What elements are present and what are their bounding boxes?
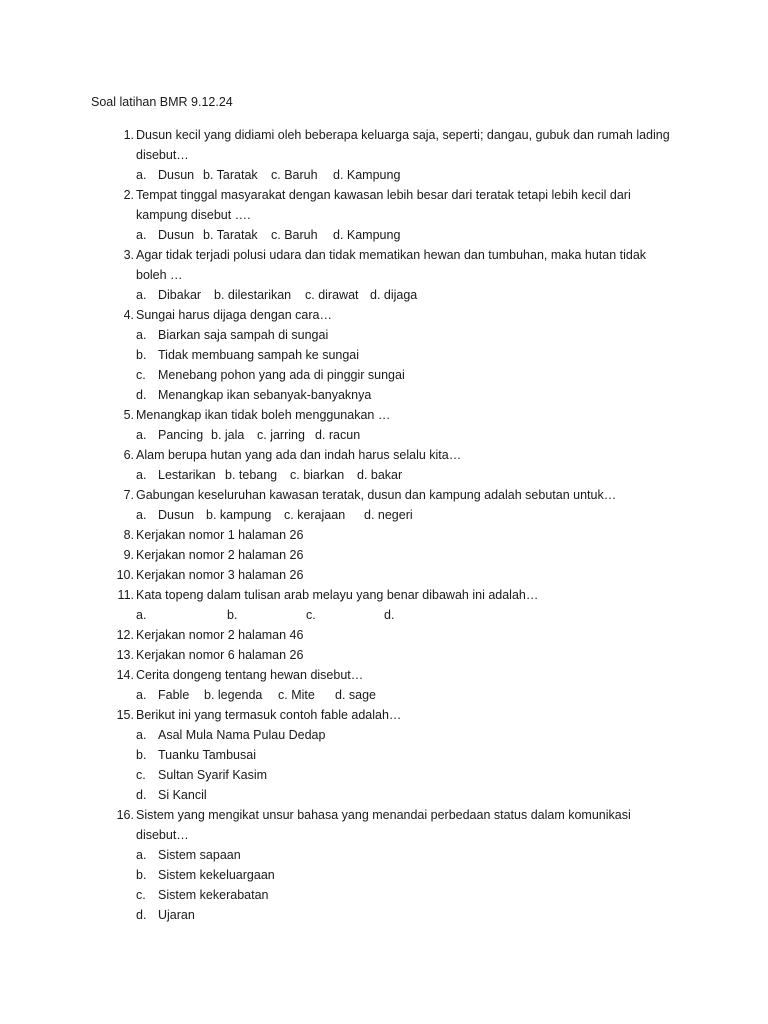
option-label: a.: [136, 428, 147, 442]
option-label: a.: [136, 728, 147, 742]
question-number: 3.: [123, 248, 134, 262]
question-text: Kerjakan nomor 2 halaman 46: [136, 628, 304, 642]
option-text: Menebang pohon yang ada di pinggir sungai: [158, 368, 405, 382]
question-7: [0, 485, 768, 525]
question-number: 16.: [116, 808, 134, 822]
question-text: Gabungan keseluruhan kawasan teratak, dusun dan kampung adalah sebutan untuk…: [136, 488, 617, 502]
question-number: 11.: [117, 588, 134, 602]
question-3: [0, 245, 768, 305]
question-text: Kerjakan nomor 2 halaman 26: [136, 548, 304, 562]
option-text: Dusun: [158, 168, 195, 182]
list-option: [136, 385, 768, 405]
option-text: Asal Mula Nama Pulau Dedap: [158, 728, 326, 742]
option-label: c.: [136, 768, 146, 782]
option-text: Fable: [158, 688, 190, 702]
option-text: d. Kampung: [333, 228, 401, 242]
question-number: 12.: [116, 628, 134, 642]
list-option: [136, 905, 768, 925]
page-title: Soal latihan BMR 9.12.24: [91, 95, 233, 109]
option-text: Sistem sapaan: [158, 848, 241, 862]
option-text: Tidak membuang sampah ke sungai: [158, 348, 360, 362]
option-text: d. racun: [315, 428, 361, 442]
option-label: b.: [136, 348, 147, 362]
question-2: [0, 185, 768, 245]
option-text: c. kerajaan: [284, 508, 346, 522]
question-text: Alam berupa hutan yang ada dan indah harus selalu kita…: [136, 448, 462, 462]
question-6: [0, 445, 768, 485]
option-text: b. tebang: [225, 468, 278, 482]
question-text: Kerjakan nomor 3 halaman 26: [136, 568, 304, 582]
question-number: 2.: [123, 188, 134, 202]
question-text: Menangkap ikan tidak boleh menggunakan …: [136, 408, 391, 422]
option-label: a.: [136, 508, 147, 522]
option-label: a.: [136, 848, 147, 862]
option-text: b. kampung: [206, 508, 272, 522]
option-text: d. dijaga: [370, 288, 418, 302]
option-label: d.: [136, 908, 147, 922]
question-5: [0, 405, 768, 445]
list-option: [136, 365, 768, 385]
option-label: a.: [136, 228, 147, 242]
option-label: b.: [136, 748, 147, 762]
option-text: Sistem kekeluargaan: [158, 868, 275, 882]
list-option: [136, 845, 768, 865]
option-text: Si Kancil: [158, 788, 207, 802]
list-option: [136, 765, 768, 785]
option-text: c. jarring: [257, 428, 305, 442]
list-option: [136, 785, 768, 805]
option-label: a.: [136, 328, 147, 342]
question-14: [0, 665, 768, 705]
question-text: Tempat tinggal masyarakat dengan kawasan lebih besar dari teratak tetapi lebih kecil dari kampung disebut ….: [136, 188, 631, 222]
question-number: 14.: [116, 668, 134, 682]
question-8: [0, 525, 768, 545]
option-label: a.: [136, 288, 147, 302]
inline-options: [136, 685, 768, 705]
question-13: [0, 645, 768, 665]
question-9: [0, 545, 768, 565]
option-label: c.: [136, 888, 146, 902]
list-option: [136, 865, 768, 885]
question-text: Kerjakan nomor 1 halaman 26: [136, 528, 304, 542]
question-text: Cerita dongeng tentang hewan disebut…: [136, 668, 364, 682]
list-option: [136, 885, 768, 905]
inline-options: [136, 425, 768, 445]
option-text: c. Baruh: [271, 168, 318, 182]
option-text: Lestarikan: [158, 468, 216, 482]
inline-options: [136, 605, 768, 625]
option-text: Pancing: [158, 428, 204, 442]
option-text: Menangkap ikan sebanyak-banyaknya: [158, 388, 372, 402]
list-option: [136, 325, 768, 345]
question-number: 4.: [123, 308, 134, 322]
option-label: d.: [384, 608, 395, 622]
question-number: 10.: [116, 568, 134, 582]
option-label: c.: [136, 368, 146, 382]
option-text: Ujaran: [158, 908, 195, 922]
option-text: c. Baruh: [271, 228, 318, 242]
question-number: 7.: [123, 488, 134, 502]
question-number: 8.: [123, 528, 134, 542]
question-number: 5.: [123, 408, 134, 422]
option-text: b. dilestarikan: [214, 288, 292, 302]
option-text: Dibakar: [158, 288, 202, 302]
option-label: b.: [136, 868, 147, 882]
question-1: [0, 125, 768, 185]
option-label: a.: [136, 468, 147, 482]
option-text: b. Taratak: [203, 228, 258, 242]
question-16: [0, 805, 768, 925]
question-12: [0, 625, 768, 645]
option-text: c. biarkan: [290, 468, 345, 482]
option-text: Dusun: [158, 508, 195, 522]
question-text: Sungai harus dijaga dengan cara…: [136, 308, 332, 322]
question-list: [0, 125, 768, 925]
option-text: d. bakar: [357, 468, 403, 482]
inline-options: [136, 465, 768, 485]
inline-options: [136, 225, 768, 245]
option-text: Biarkan saja sampah di sungai: [158, 328, 329, 342]
option-text: d. negeri: [364, 508, 413, 522]
option-text: d. Kampung: [333, 168, 401, 182]
question-number: 6.: [123, 448, 134, 462]
option-text: c. dirawat: [305, 288, 359, 302]
option-text: Sistem kekerabatan: [158, 888, 269, 902]
option-text: b. legenda: [204, 688, 263, 702]
question-number: 13.: [116, 648, 134, 662]
option-label: a.: [136, 608, 147, 622]
inline-options: [136, 165, 768, 185]
option-label: c.: [306, 608, 316, 622]
option-label: a.: [136, 168, 147, 182]
question-text: Kata topeng dalam tulisan arab melayu yang benar dibawah ini adalah…: [136, 588, 539, 602]
list-option: [136, 725, 768, 745]
option-label: b.: [227, 608, 238, 622]
inline-options: [136, 505, 768, 525]
option-text: Sultan Syarif Kasim: [158, 768, 268, 782]
option-text: Tuanku Tambusai: [158, 748, 256, 762]
question-text: Agar tidak terjadi polusi udara dan tidak mematikan hewan dan tumbuhan, maka hutan tidak boleh …: [136, 248, 647, 282]
list-option: [136, 345, 768, 365]
option-label: d.: [136, 788, 147, 802]
question-4: [0, 305, 768, 405]
inline-options: [136, 285, 768, 305]
question-text: Berikut ini yang termasuk contoh fable adalah…: [136, 708, 402, 722]
question-text: Kerjakan nomor 6 halaman 26: [136, 648, 304, 662]
option-text: d. sage: [335, 688, 377, 702]
option-label: d.: [136, 388, 147, 402]
option-label: a.: [136, 688, 147, 702]
question-number: 15.: [116, 708, 134, 722]
option-text: b. jala: [211, 428, 245, 442]
question-15: [0, 705, 768, 805]
question-10: [0, 565, 768, 585]
question-11: [0, 585, 768, 625]
list-option: [136, 745, 768, 765]
option-text: c. Mite: [278, 688, 315, 702]
question-number: 1.: [123, 128, 134, 142]
option-text: b. Taratak: [203, 168, 258, 182]
question-number: 9.: [123, 548, 134, 562]
question-text: Sistem yang mengikat unsur bahasa yang menandai perbedaan status dalam komunikasi disebut…: [136, 808, 631, 842]
question-text: Dusun kecil yang didiami oleh beberapa keluarga saja, seperti; dangau, gubuk dan rumah lading disebut…: [136, 128, 670, 162]
option-text: Dusun: [158, 228, 195, 242]
